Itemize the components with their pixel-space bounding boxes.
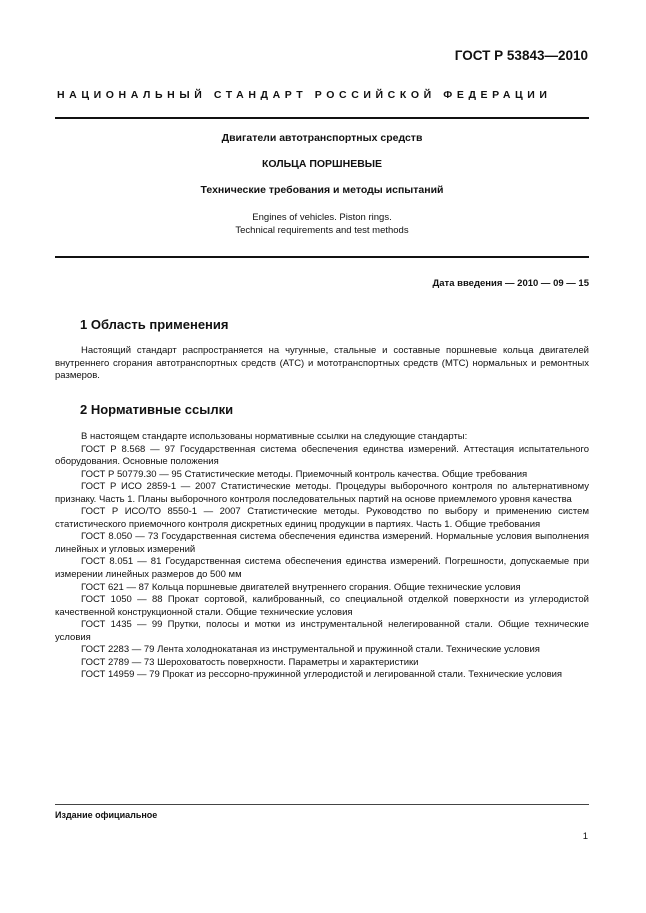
paragraph: В настоящем стандарте использованы нормативные ссылки на следующие стандарты: bbox=[81, 431, 468, 442]
national-standard-title: НАЦИОНАЛЬНЫЙ СТАНДАРТ РОССИЙСКОЙ ФЕДЕРАЦИИ bbox=[57, 89, 552, 101]
reference-item: ГОСТ Р 50779.30 — 95 Статистические методы. Приемочный контроль качества. Общие требования bbox=[81, 468, 528, 480]
reference-item: ГОСТ Р ИСО/ТО 8550-1 — 2007 Статистические методы. Руководство по выбору и применению систем статистического приемочного контроля дискретных единиц продукции в партиях. Часть 1. Общие требования bbox=[55, 506, 589, 530]
section-heading-references: 2 Нормативные ссылки bbox=[80, 402, 234, 417]
reference-item: ГОСТ 2283 — 79 Лента холоднокатаная из инструментальной и пружинной стали. Технические условия bbox=[81, 644, 540, 656]
reference-item: ГОСТ 8.051 — 81 Государственная система обеспечения единства измерений. Погрешности, допускаемые при измерении линейных размеров до 500 мм bbox=[55, 556, 589, 581]
footer-divider bbox=[55, 804, 589, 805]
english-title-line-1: Engines of vehicles. Piston rings. bbox=[252, 212, 392, 223]
official-edition-label: Издание официальное bbox=[55, 810, 158, 820]
reference-item: ГОСТ Р 8.568 — 97 Государственная система обеспечения единства измерений. Аттестация испытательного оборудования. Основные положения bbox=[55, 443, 589, 468]
reference-item: ГОСТ 8.050 — 73 Государственная система обеспечения единства измерений. Нормальные условия выполнения линейных и угловых измерений bbox=[55, 531, 589, 555]
reference-item: ГОСТ Р ИСО 2859-1 — 2007 Статистические методы. Процедуры выборочного контроля по альтернативному признаку. Часть 1. Планы выборочного контроля последовательных партий на основе приемлемого уровня качества bbox=[55, 481, 589, 505]
paragraph: Настоящий стандарт распространяется на чугунные, стальные и составные поршневые кольца двигателей внутреннего сгорания автотранспортных средств (АТС) и мототранспортных средств (МТС) нормальных и ремонтных размеров. bbox=[55, 345, 589, 382]
title-line-1: Двигатели автотранспортных средств bbox=[221, 132, 423, 144]
reference-item: ГОСТ 2789 — 73 Шероховатость поверхности. Параметры и характеристики bbox=[81, 656, 419, 668]
reference-item: ГОСТ 621 — 87 Кольца поршневые двигателей внутреннего сгорания. Общие технические условия bbox=[81, 581, 521, 593]
reference-item: ГОСТ 14959 — 79 Прокат из рессорно-пружинной углеродистой и легированной стали. Технические условия bbox=[81, 669, 563, 681]
header-divider bbox=[55, 117, 589, 119]
section-body-scope bbox=[55, 345, 589, 383]
document-number: ГОСТ Р 53843—2010 bbox=[454, 48, 588, 63]
section-heading-scope: 1 Область применения bbox=[80, 317, 229, 332]
introduction-date: Дата введения — 2010 — 09 — 15 bbox=[432, 278, 589, 289]
title-divider bbox=[55, 256, 589, 258]
page-number: 1 bbox=[582, 831, 588, 842]
reference-item: ГОСТ 1435 — 99 Прутки, полосы и мотки из инструментальной нелегированной стали. Общие технические условия bbox=[55, 619, 589, 643]
title-line-3: Технические требования и методы испытаний bbox=[200, 184, 444, 196]
english-title-line-2: Technical requirements and test methods bbox=[235, 225, 409, 236]
reference-item: ГОСТ 1050 — 88 Прокат сортовой, калиброванный, со специальной отделкой поверхности из углеродистой качественной конструкционной стали. Общие технические условия bbox=[55, 594, 589, 618]
section-body-references bbox=[55, 431, 589, 682]
title-line-2: КОЛЬЦА ПОРШНЕВЫЕ bbox=[261, 158, 383, 170]
